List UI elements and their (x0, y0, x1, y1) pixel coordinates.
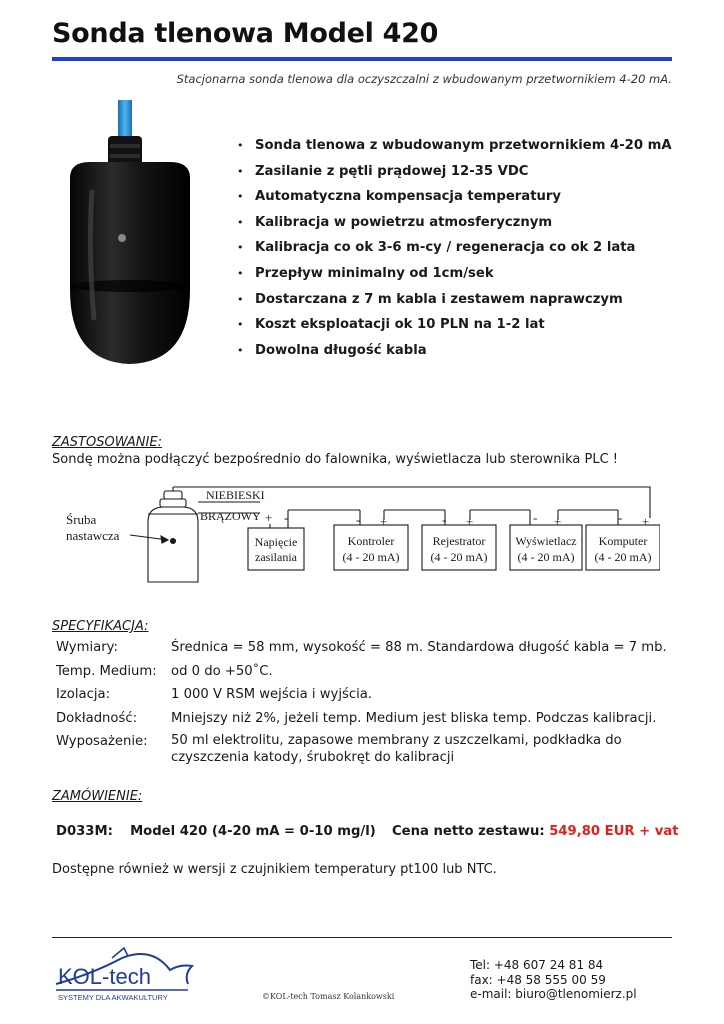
spec-key: Temp. Medium: (56, 663, 157, 679)
feature-item: • Kalibracja co ok 3-6 m-cy / regeneracja co ok 2 lata (237, 238, 672, 264)
spec-value: 1 000 V RSM wejścia i wyjścia. (171, 687, 373, 702)
order-price-group (392, 824, 679, 839)
bullet: • (237, 164, 244, 178)
screw-label: nastawcza (66, 528, 120, 543)
feature-item: • Automatyczna kompensacja temperatury (237, 187, 672, 213)
logo-tagline: SYSTEMY DLA AKWAKULTURY (58, 993, 168, 1002)
price-label: Cena netto zestawu: (392, 824, 545, 839)
spec-row (56, 685, 676, 709)
minus-sign: - (284, 510, 289, 525)
application-heading: ZASTOSOWANIE: (52, 435, 162, 450)
minus-sign: - (533, 510, 538, 525)
device-box-label: (4 - 20 mA) (342, 550, 400, 564)
kol-tech-logo (52, 944, 202, 1004)
plus-sign: + (554, 514, 562, 529)
spec-row (56, 662, 676, 686)
contact-fax: fax: +48 58 555 00 59 (470, 972, 606, 987)
spec-key: Wyposażenie: (56, 734, 148, 749)
specification-table (56, 638, 676, 772)
spec-row (56, 709, 676, 733)
screw-label: Śruba (66, 512, 97, 527)
device-box-label: (4 - 20 mA) (594, 550, 652, 564)
device-box-label: Kontroler (347, 534, 395, 548)
feature-item: • Sonda tlenowa z wbudowanym przetwornikiem 4-20 mA (237, 136, 672, 162)
spec-row (56, 732, 676, 772)
device-box-label: Napięcie (254, 535, 298, 549)
spec-value: od 0 do +50˚C. (171, 663, 273, 679)
bullet: • (237, 139, 244, 152)
device-box-label: Komputer (598, 534, 648, 548)
wiring-diagram (60, 480, 660, 590)
spec-row (56, 638, 676, 662)
minus-sign: - (442, 512, 447, 527)
minus-sign: - (356, 512, 361, 527)
bullet: • (237, 343, 244, 357)
plus-sign: + (466, 514, 474, 529)
device-box-label: (4 - 20 mA) (517, 550, 575, 564)
plus-sign: + (380, 514, 388, 529)
device-box-label: Rejestrator (432, 534, 486, 548)
bullet: • (237, 318, 244, 332)
spec-value: Mniejszy niż 2%, jeżeli temp. Medium jest bliska temp. Podczas kalibracji. (171, 710, 657, 726)
probe-image (60, 100, 200, 370)
order-model: Model 420 (4-20 mA = 0-10 mg/l) (130, 824, 376, 839)
feature-item: • Dowolna długość kabla (237, 341, 672, 367)
price-value: 549,80 EUR + vat (549, 824, 679, 839)
plus-sign: + (265, 510, 273, 525)
bullet: • (237, 266, 244, 280)
application-text: Sondę można podłączyć bezpośrednio do falownika, wyświetlacza lub sterownika PLC ! (52, 452, 619, 467)
plus-sign: + (642, 514, 650, 529)
feature-item: • Koszt eksploatacji ok 10 PLN na 1-2 lat (237, 315, 672, 341)
feature-item: • Zasilanie z pętli prądowej 12-35 VDC (237, 162, 672, 188)
spec-value: 50 ml elektrolitu, zapasowe membrany z uszczelkami, podkładka do czyszczenia katody, śrubokręt do kalibracji (171, 733, 622, 765)
bullet: • (237, 190, 244, 204)
contact-email[interactable]: e-mail: biuro@tlenomierz.pl (470, 987, 637, 1001)
specification-heading: SPECYFIKACJA: (52, 619, 149, 634)
contact-block (470, 958, 637, 1002)
probe-outline (148, 491, 198, 582)
bullet: • (237, 241, 244, 255)
feature-item: • Dostarczana z 7 m kabla i zestawem naprawczym (237, 290, 672, 316)
minus-sign: - (618, 510, 623, 525)
order-heading: ZAMÓWIENIE: (52, 789, 143, 804)
order-code: D033M: (56, 824, 113, 839)
feature-item: • Kalibracja w powietrzu atmosferycznym (237, 213, 672, 239)
spec-key: Wymiary: (56, 640, 118, 655)
logo-text: KOL-tech (58, 964, 151, 989)
footer-divider (52, 937, 672, 938)
spec-key: Izolacja: (56, 687, 111, 702)
copyright: ©KOL-tech Tomasz Kolankowski (262, 992, 395, 1001)
device-box-label: (4 - 20 mA) (430, 550, 488, 564)
device-box-label: zasilania (255, 550, 297, 564)
spec-value: Średnica = 58 mm, wysokość = 88 m. Standardowa długość kabla = 7 mb. (171, 640, 667, 655)
order-line (56, 824, 679, 839)
wire-label-blue: NIEBIESKI (206, 488, 265, 502)
feature-item: • Przepływ minimalny od 1cm/sek (237, 264, 672, 290)
page-subtitle: Stacjonarna sonda tlenowa dla oczyszczalni z wbudowanym przetwornikiem 4-20 mA. (176, 72, 672, 86)
bullet: • (237, 292, 244, 306)
page-title: Sonda tlenowa Model 420 (52, 18, 439, 49)
availability-note: Dostępne również w wersji z czujnikiem temperatury pt100 lub NTC. (52, 862, 497, 877)
device-box-label: Wyświetlacz (515, 534, 577, 548)
wire-label-brown: BRĄZOWY (200, 509, 261, 523)
bullet: • (237, 215, 244, 229)
contact-phone: Tel: +48 607 24 81 84 (470, 958, 604, 972)
title-underline (52, 57, 672, 61)
spec-key: Dokładność: (56, 710, 138, 726)
feature-list (237, 136, 672, 366)
